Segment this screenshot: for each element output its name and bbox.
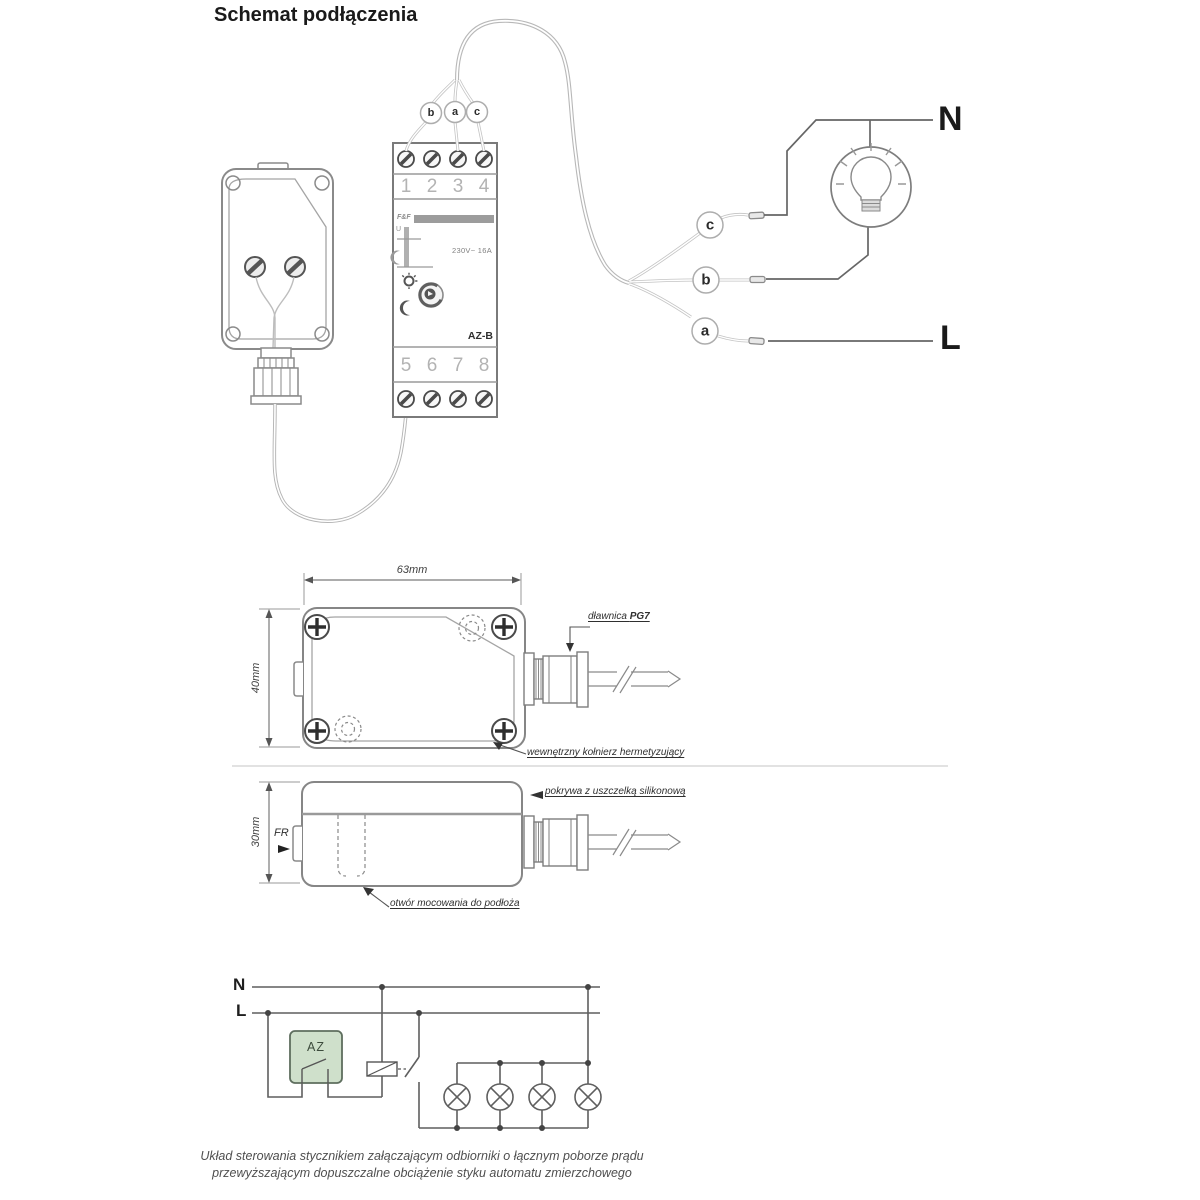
caption-line-2: przewyższającym dopuszczalne obciążenie styku automatu zmierzchowego	[212, 1165, 632, 1180]
terminal-4: 4	[478, 176, 490, 197]
gland-callout-prefix: dławnica	[588, 611, 630, 622]
adjust-knob	[419, 283, 443, 307]
module-rating: 230V~ 16A	[452, 246, 493, 255]
collar-callout: wewnętrzny kołnierz hermetyzujący	[527, 747, 685, 758]
sensor-cable-gland	[251, 348, 301, 404]
contactor-coil	[367, 1062, 397, 1076]
terminal-3: 3	[452, 176, 464, 197]
az-device-label: AZ	[307, 1040, 325, 1054]
wire-label-a-top: a	[451, 106, 459, 118]
sensor-box	[222, 163, 333, 404]
gland-callout	[588, 611, 650, 622]
az-device-box	[290, 1031, 342, 1083]
depth-dimension: 30mm	[250, 816, 262, 848]
terminal-7: 7	[452, 355, 464, 376]
circuit-neutral-label: N	[233, 975, 246, 994]
terminal-2: 2	[426, 176, 438, 197]
height-dimension: 40mm	[250, 662, 262, 694]
lamp-symbol	[831, 143, 911, 227]
wire-label-c-right: c	[705, 216, 715, 234]
load-lamps	[444, 1084, 601, 1110]
circuit-caption	[172, 1148, 672, 1182]
side-view-drawing	[259, 782, 680, 907]
caption-line-1: Układ sterowania stycznikiem załączającym odbiorniki o łącznym poborze prądu	[200, 1149, 644, 1163]
fr-arrow	[278, 845, 290, 853]
width-dimension: 63mm	[396, 564, 428, 576]
circuit-line-label: L	[236, 1001, 247, 1020]
brand-band	[414, 215, 494, 223]
wire-label-a-right: a	[700, 322, 710, 340]
neutral-label: N	[938, 100, 963, 138]
cover-callout: pokrywa z uszczelką silikonową	[545, 786, 686, 797]
wire-ferrules	[749, 212, 765, 344]
gland-leader	[566, 627, 590, 652]
terminal-5: 5	[400, 355, 412, 376]
hole-callout: otwór mocowania do podłoża	[390, 898, 520, 909]
wire-label-c-top: c	[473, 106, 481, 118]
terminal-8: 8	[478, 355, 490, 376]
module-model: AZ-B	[467, 330, 493, 342]
mains-circuit	[764, 120, 933, 341]
terminal-6: 6	[426, 355, 438, 376]
wire-label-b-right: b	[701, 271, 711, 289]
brand-logo: F&F	[397, 214, 411, 221]
contactor-circuit	[252, 984, 601, 1131]
line-label: L	[940, 319, 961, 357]
sensor-to-module-cable	[274, 401, 431, 521]
terminal-1: 1	[400, 176, 412, 197]
gland-callout-bold: PG7	[629, 611, 650, 622]
fr-sensor-label: FR	[274, 827, 289, 839]
front-view-drawing	[259, 573, 680, 754]
wire-label-b-top: b	[427, 107, 435, 119]
cable-gland-front	[524, 652, 680, 707]
cable-gland-side	[524, 815, 680, 870]
cover-leader	[530, 791, 543, 799]
supply-symbol-label: U	[396, 226, 402, 233]
hole-leader	[363, 887, 389, 907]
page-title: Schemat podłączenia	[214, 4, 418, 26]
contactor-contact	[405, 1013, 419, 1128]
